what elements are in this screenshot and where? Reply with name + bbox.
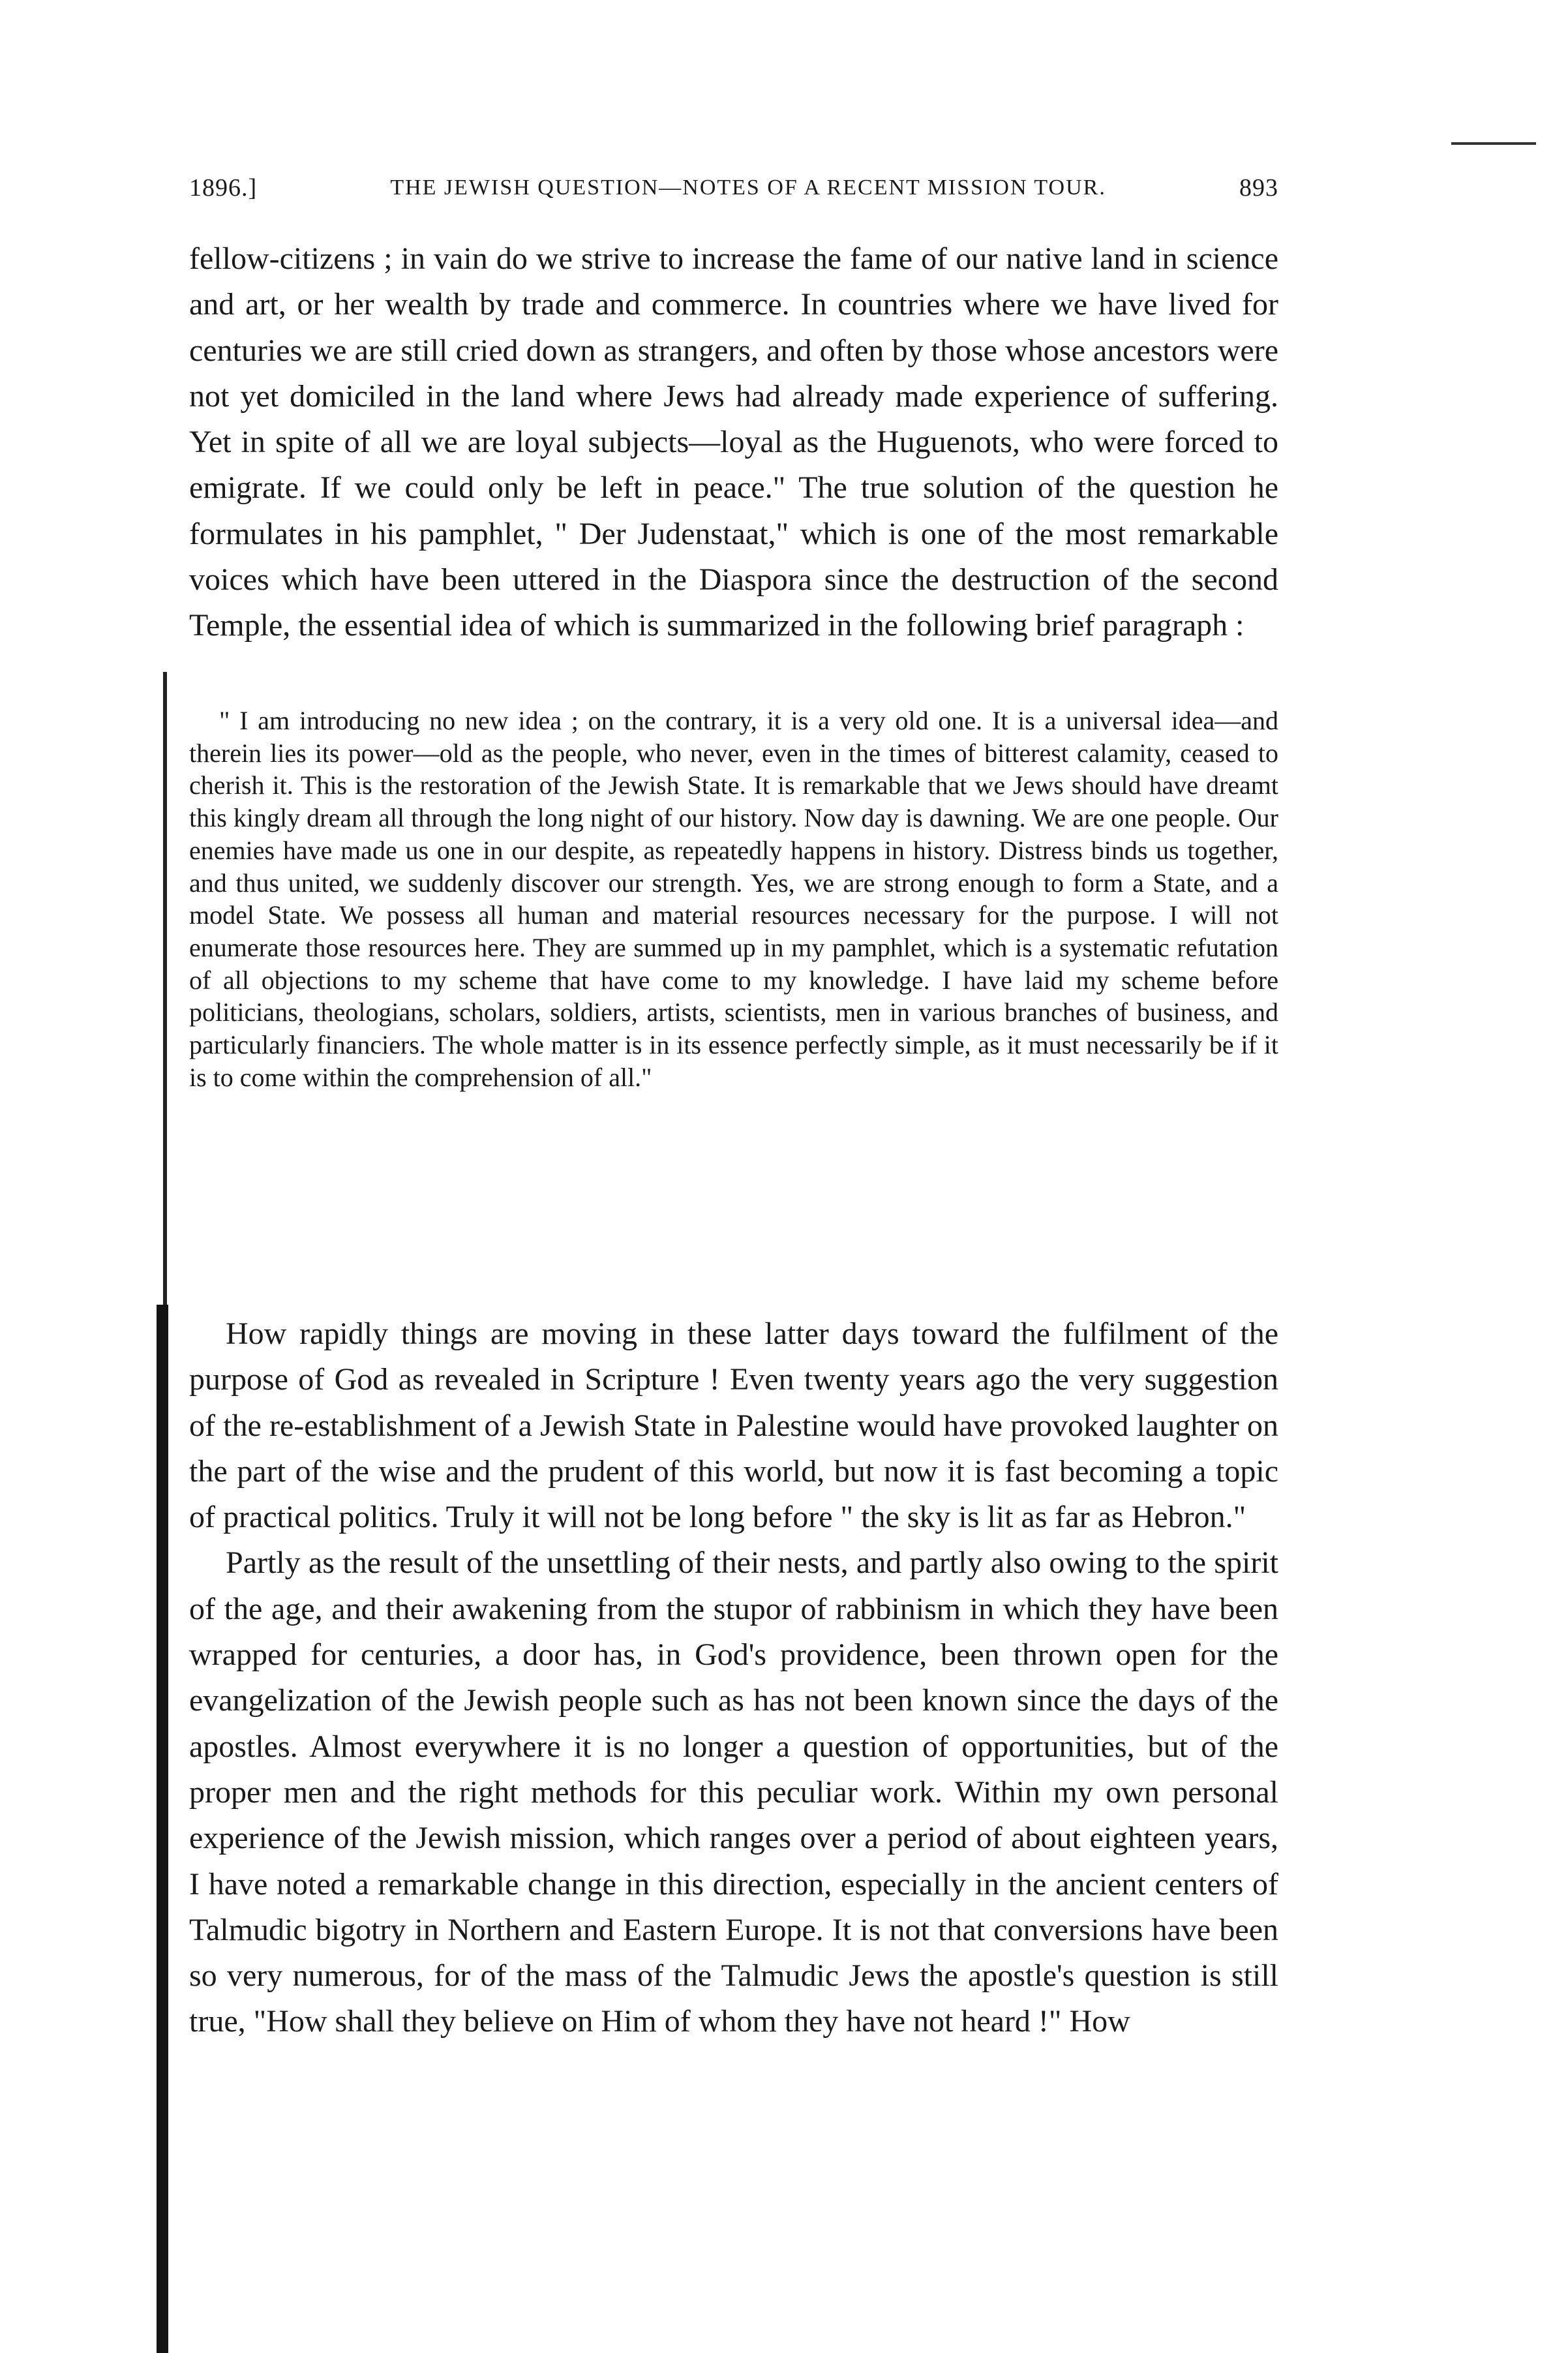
quote-text: " I am introducing no new idea ; on the contrary, it is a very old one. It is a universal idea—and therein lies its power—old as the people, who never, even in the times of bitterest calamity, ceased to cherish it. This is the restoration of the Jewish State. It is remarkable that we Jews should have dreamt this kingly dream all through the long night of our history. Now day is dawning. We are one people. Our enemies have made us one in our despite, as repeatedly happens in history. Distress binds us together, and thus united, we suddenly discover our strength. Yes, we are strong enough to form a State, and a model State. We possess all human and material resources necessary for the purpose. I will not enumerate those resources here. They are summed up in my pamphlet, which is a systematic refutation of all objections to my scheme that have come to my knowledge. I have laid my scheme before politicians, theologians, scholars, soldiers, artists, scientists, men in various branches of business, and particularly financiers. The whole matter is in its essence perfectly simple, as it must necessarily be if it is to come within the comprehension of all.": [189, 706, 1278, 1092]
paragraph-text: fellow-citizens ; in vain do we strive to increase the fame of our native land in science and art, or her wealth by trade and commerce. In countries where we have lived for centuries we are still cried down as strangers, and often by those whose ancestors were not yet domiciled in the land where Jews had already made experience of suffering. Yet in spite of all we are loyal subjects—loyal as the Huguenots, who were forced to emigrate. If we could only be left in peace." The true solution of the question he formulates in his pamphlet, " Der Judenstaat," which is one of the most remarkable voices which have been uttered in the Diaspora since the destruction of the second Temple, the essential idea of which is summarized in the following brief paragraph :: [189, 241, 1278, 643]
top-rule: [1451, 142, 1536, 145]
block-quote: [189, 705, 1278, 1093]
body-paragraph-1: [189, 236, 1278, 649]
binding-shadow: [157, 1305, 168, 2353]
running-head-title: THE JEWISH QUESTION—NOTES OF A RECENT MISSION TOUR.: [390, 175, 1106, 200]
margin-shadow: [163, 672, 167, 1305]
running-head: [189, 168, 1278, 207]
paragraph-3-text: Partly as the result of the unsettling of their nests, and partly also owing to the spirit of the age, and their awakening from the stupor of rabbinism in which they have been wrapped for centuries, a door has, in God's providence, been thrown open for the evangelization of the Jewish people such as has not been known since the days of the apostles. Almost everywhere it is no longer a question of opportunities, but of the proper men and the right methods for this peculiar work. Within my own personal experience of the Jewish mission, which ranges over a period of about eighteen years, I have noted a remarkable change in this direction, especially in the ancient centers of Talmudic bigotry in Northern and Eastern Europe. It is not that conversions have been so very numerous, for of the mass of the Talmudic Jews the apostle's question is still true, "How shall they believe on Him of whom they have not heard !" How: [189, 1545, 1278, 2039]
paragraph-2-text: How rapidly things are moving in these latter days toward the fulfilment of the purpose of God as revealed in Scripture ! Even twenty years ago the very suggestion of the re-establishment of a Jewish State in Palestine would have provoked laughter on the part of the wise and the prudent of this world, but now it is fast becoming a topic of practical politics. Truly it will not be long before " the sky is lit as far as Hebron.": [189, 1316, 1278, 1535]
running-head-year: 1896.]: [189, 174, 258, 202]
page-number: 893: [1239, 174, 1278, 202]
body-paragraphs-continued: [189, 1311, 1278, 2045]
